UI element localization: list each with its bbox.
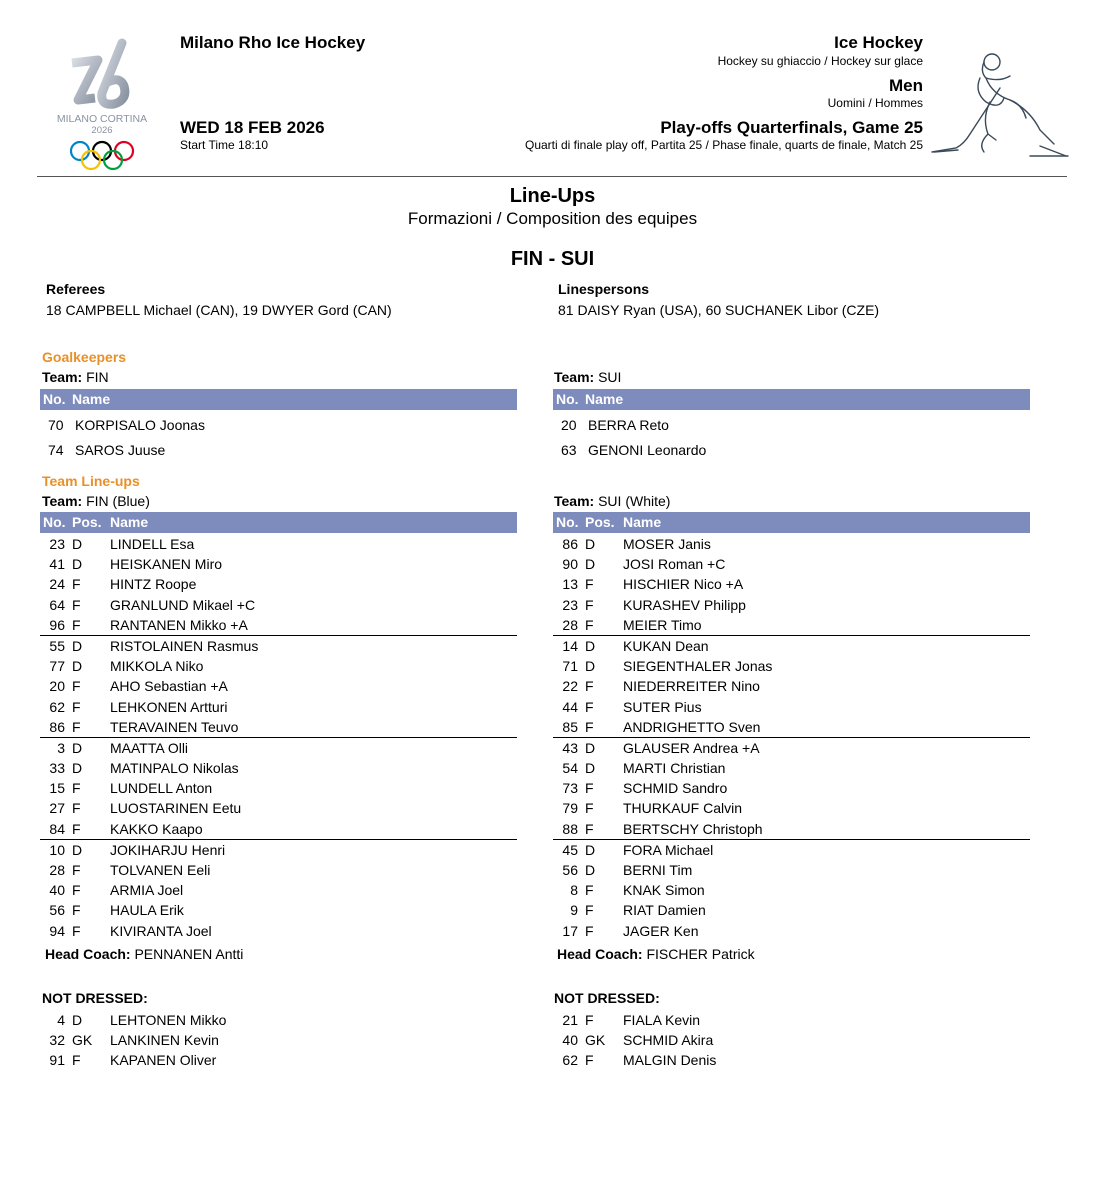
team-key: Team: xyxy=(554,369,595,385)
player-number: 85 xyxy=(562,718,578,735)
col-pos: Pos. xyxy=(585,514,615,530)
team-lineups-heading: Team Line-ups xyxy=(42,473,140,489)
player-number: 28 xyxy=(49,862,65,878)
player-name: JOKIHARJU Henri xyxy=(110,841,226,858)
page-title: Line-Ups xyxy=(509,185,596,207)
sui-gk-team-label xyxy=(554,369,621,385)
player-name: SIEGENTHALER Jonas xyxy=(623,658,773,675)
fin-gk-team-label xyxy=(42,369,109,385)
player-position: F xyxy=(72,820,81,837)
player-name: LEHTONEN Mikko xyxy=(110,1012,227,1028)
referees-label: Referees xyxy=(46,281,106,297)
player-position: F xyxy=(585,780,594,797)
player-name: THURKAUF Calvin xyxy=(623,800,743,817)
player-row xyxy=(553,697,1030,717)
player-name: KUKAN Dean xyxy=(623,637,709,654)
player-row xyxy=(40,900,517,920)
player-name: HISCHIER Nico +A xyxy=(623,576,744,593)
player-name: KURASHEV Philipp xyxy=(623,596,746,613)
col-name: Name xyxy=(585,391,624,407)
player-name: KAKKO Kaapo xyxy=(110,820,203,837)
player-position: D xyxy=(72,637,83,654)
player-position: F xyxy=(72,596,81,613)
player-number: 43 xyxy=(562,739,578,756)
player-name: MATINPALO Nikolas xyxy=(110,760,239,777)
player-name: MARTI Christian xyxy=(623,760,726,777)
player-number: 56 xyxy=(49,902,65,919)
player-name: TOLVANEN Eeli xyxy=(110,862,211,878)
player-number: 63 xyxy=(561,442,577,458)
player-position: GK xyxy=(585,1032,606,1049)
player-row xyxy=(40,758,517,778)
fin-not-dressed-heading: NOT DRESSED: xyxy=(42,990,148,1006)
player-number: 33 xyxy=(49,760,65,777)
goalkeeper-row xyxy=(40,438,517,463)
col-no: No. xyxy=(43,391,66,407)
player-name: KIVIRANTA Joel xyxy=(110,922,212,939)
player-name: KORPISALO Joonas xyxy=(75,417,205,433)
player-number: 62 xyxy=(562,1052,578,1069)
player-row xyxy=(553,574,1030,594)
sui-goalkeepers-table xyxy=(553,389,1030,463)
player-name: BERNI Tim xyxy=(623,862,693,878)
player-row xyxy=(40,636,517,656)
player-number: 79 xyxy=(562,800,578,817)
team-value: SUI (White) xyxy=(598,493,671,509)
table-header xyxy=(40,389,517,410)
player-number: 3 xyxy=(57,739,65,756)
col-no: No. xyxy=(43,514,66,530)
not-dressed-row xyxy=(553,1050,1030,1070)
player-row xyxy=(553,738,1030,758)
ice-hockey-pictogram-icon xyxy=(930,48,1070,163)
head-coach-name: FISCHER Patrick xyxy=(646,946,755,962)
player-name: ANDRIGHETTO Sven xyxy=(623,718,761,735)
player-number: 4 xyxy=(57,1012,65,1028)
col-no: No. xyxy=(556,391,579,407)
logo-text: MILANO CORTINA xyxy=(56,113,148,125)
logo-year: 2026 xyxy=(91,125,113,136)
player-position: D xyxy=(585,760,596,777)
player-position: F xyxy=(585,820,594,837)
player-position: F xyxy=(585,616,594,633)
player-row xyxy=(40,738,517,758)
player-number: 24 xyxy=(49,576,65,593)
player-position: F xyxy=(585,1012,594,1028)
head-coach-label: Head Coach: xyxy=(45,946,131,962)
player-name: LUNDELL Anton xyxy=(110,780,213,797)
player-row xyxy=(40,595,517,615)
player-name: GRANLUND Mikael +C xyxy=(110,596,256,613)
sport-subtitle: Hockey su ghiaccio / Hockey sur glace xyxy=(717,54,923,68)
player-row xyxy=(553,840,1030,860)
player-number: 21 xyxy=(562,1012,578,1028)
player-name: JAGER Ken xyxy=(623,922,699,939)
fin-lineup-team-label xyxy=(42,493,150,509)
col-no: No. xyxy=(556,514,579,530)
player-position: D xyxy=(585,637,596,654)
player-position: GK xyxy=(72,1032,93,1049)
player-position: F xyxy=(72,678,81,695)
player-name: LEHKONEN Artturi xyxy=(110,698,228,715)
player-row xyxy=(40,697,517,717)
player-number: 44 xyxy=(562,698,578,715)
player-number: 96 xyxy=(49,616,65,633)
player-number: 20 xyxy=(49,678,65,695)
player-position: D xyxy=(585,536,596,552)
head-coach-name: PENNANEN Antti xyxy=(134,946,244,962)
player-number: 91 xyxy=(49,1052,65,1069)
player-name: FORA Michael xyxy=(623,841,714,858)
player-name: MEIER Timo xyxy=(623,616,702,633)
player-number: 17 xyxy=(562,922,578,939)
player-number: 73 xyxy=(562,780,578,797)
player-row xyxy=(40,798,517,818)
sui-not-dressed-heading: NOT DRESSED: xyxy=(554,990,660,1006)
player-position: F xyxy=(72,922,81,939)
player-position: F xyxy=(585,678,594,695)
team-key: Team: xyxy=(42,493,83,509)
player-number: 40 xyxy=(49,882,65,899)
player-number: 32 xyxy=(49,1032,65,1049)
player-number: 40 xyxy=(562,1032,578,1049)
player-number: 94 xyxy=(49,922,65,939)
goalkeeper-row xyxy=(553,438,1030,463)
player-number: 77 xyxy=(49,658,65,675)
milano-cortina-logo xyxy=(40,38,165,178)
player-name: MAATTA Olli xyxy=(110,739,189,756)
player-position: F xyxy=(585,902,594,919)
player-position: F xyxy=(72,698,81,715)
player-position: D xyxy=(585,739,596,756)
player-position: F xyxy=(585,596,594,613)
player-row xyxy=(40,676,517,696)
player-number: 28 xyxy=(562,616,578,633)
player-position: D xyxy=(585,862,596,878)
player-number: 56 xyxy=(562,862,578,878)
player-name: LUOSTARINEN Eetu xyxy=(110,800,242,817)
player-position: D xyxy=(72,658,83,675)
player-name: MIKKOLA Niko xyxy=(110,658,204,675)
player-position: D xyxy=(72,1012,83,1028)
not-dressed-row xyxy=(40,1050,517,1070)
player-number: 10 xyxy=(49,841,65,858)
player-name: KNAK Simon xyxy=(623,882,705,899)
not-dressed-row xyxy=(553,1010,1030,1030)
event-date: WED 18 FEB 2026 xyxy=(180,118,325,137)
player-number: 41 xyxy=(49,556,65,573)
goalkeeper-row xyxy=(553,413,1030,438)
player-name: GENONI Leonardo xyxy=(588,442,707,458)
sui-head-coach xyxy=(557,946,755,962)
table-header xyxy=(553,512,1030,533)
player-row xyxy=(40,921,517,941)
fin-not-dressed-list xyxy=(40,1010,517,1071)
player-position: D xyxy=(72,760,83,777)
player-position: F xyxy=(72,718,81,735)
player-number: 84 xyxy=(49,820,65,837)
player-row xyxy=(40,840,517,860)
player-row xyxy=(553,758,1030,778)
gender-title: Men xyxy=(889,76,923,95)
player-position: F xyxy=(72,576,81,593)
player-name: KAPANEN Oliver xyxy=(110,1052,217,1069)
gender-subtitle: Uomini / Hommes xyxy=(827,96,923,110)
player-name: JOSI Roman +C xyxy=(623,556,726,573)
team-value: SUI xyxy=(598,369,622,385)
match-title: FIN - SUI xyxy=(510,248,595,270)
player-row xyxy=(40,615,517,636)
player-position: F xyxy=(585,718,594,735)
player-row xyxy=(40,880,517,900)
olympic-emblem-icon xyxy=(40,38,165,178)
fin-goalkeepers-table xyxy=(40,389,517,463)
player-number: 23 xyxy=(562,596,578,613)
player-number: 86 xyxy=(562,536,578,552)
player-row xyxy=(40,819,517,840)
player-name: HEISKANEN Miro xyxy=(110,556,223,573)
player-row xyxy=(553,819,1030,840)
player-name: MALGIN Denis xyxy=(623,1052,717,1069)
player-number: 71 xyxy=(562,658,578,675)
col-name: Name xyxy=(110,514,149,530)
player-number: 55 xyxy=(49,637,65,654)
col-name: Name xyxy=(72,391,111,407)
player-row xyxy=(553,636,1030,656)
player-number: 9 xyxy=(570,902,578,919)
player-position: D xyxy=(585,556,596,573)
table-header xyxy=(553,389,1030,410)
player-row xyxy=(40,574,517,594)
player-row xyxy=(40,534,517,554)
referees-value: 18 CAMPBELL Michael (CAN), 19 DWYER Gord (CAN) xyxy=(46,302,392,318)
player-position: F xyxy=(585,698,594,715)
player-row xyxy=(553,615,1030,636)
player-position: F xyxy=(585,882,594,899)
player-row xyxy=(40,860,517,880)
player-position: F xyxy=(72,800,81,817)
goalkeeper-row xyxy=(40,413,517,438)
player-row xyxy=(553,656,1030,676)
player-name: LINDELL Esa xyxy=(110,536,195,552)
linespersons-value: 81 DAISY Ryan (USA), 60 SUCHANEK Libor (CZE) xyxy=(558,302,880,318)
player-number: 8 xyxy=(570,882,578,899)
player-name: FIALA Kevin xyxy=(623,1012,701,1028)
player-row xyxy=(40,778,517,798)
player-row xyxy=(553,921,1030,941)
sui-lineup-table xyxy=(553,512,1030,941)
player-name: HINTZ Roope xyxy=(110,576,197,593)
player-name: SAROS Juuse xyxy=(75,442,166,458)
phase-title: Play-offs Quarterfinals, Game 25 xyxy=(660,118,923,137)
player-number: 54 xyxy=(562,760,578,777)
player-row xyxy=(553,778,1030,798)
player-number: 23 xyxy=(49,536,65,552)
player-row xyxy=(40,656,517,676)
not-dressed-row xyxy=(40,1010,517,1030)
player-name: GLAUSER Andrea +A xyxy=(623,739,760,756)
not-dressed-row xyxy=(553,1030,1030,1050)
phase-subtitle: Quarti di finale play off, Partita 25 / Phase finale, quarts de finale, Match 25 xyxy=(524,138,923,152)
player-number: 74 xyxy=(48,442,64,458)
fin-head-coach xyxy=(45,946,243,962)
player-row xyxy=(553,880,1030,900)
player-row xyxy=(40,554,517,574)
player-number: 62 xyxy=(49,698,65,715)
player-number: 90 xyxy=(562,556,578,573)
col-pos: Pos. xyxy=(72,514,102,530)
player-row xyxy=(553,900,1030,920)
col-name: Name xyxy=(623,514,662,530)
player-name: RIAT Damien xyxy=(623,902,706,919)
fin-lineup-table xyxy=(40,512,517,941)
player-number: 45 xyxy=(562,841,578,858)
player-position: F xyxy=(72,862,81,878)
table-header xyxy=(40,512,517,533)
venue-name: Milano Rho Ice Hockey xyxy=(180,33,366,52)
sport-title: Ice Hockey xyxy=(834,33,923,52)
player-position: F xyxy=(585,1052,594,1069)
player-name: MOSER Janis xyxy=(623,536,711,552)
player-name: TERAVAINEN Teuvo xyxy=(110,718,239,735)
page-subtitle: Formazioni / Composition des equipes xyxy=(407,209,698,228)
linespersons-label: Linespersons xyxy=(558,281,650,297)
player-position: F xyxy=(72,882,81,899)
player-row xyxy=(553,534,1030,554)
player-row xyxy=(553,798,1030,818)
player-position: F xyxy=(585,800,594,817)
player-position: F xyxy=(585,576,594,593)
sui-not-dressed-list xyxy=(553,1010,1030,1071)
player-position: D xyxy=(72,739,83,756)
player-row xyxy=(553,860,1030,880)
player-position: D xyxy=(72,536,83,552)
team-value: FIN (Blue) xyxy=(86,493,150,509)
head-coach-label: Head Coach: xyxy=(557,946,643,962)
player-number: 14 xyxy=(562,637,578,654)
player-position: F xyxy=(72,1052,81,1069)
player-name: BERTSCHY Christoph xyxy=(623,820,763,837)
player-name: RISTOLAINEN Rasmus xyxy=(110,637,259,654)
team-key: Team: xyxy=(42,369,83,385)
player-position: D xyxy=(585,658,596,675)
player-number: 86 xyxy=(49,718,65,735)
player-position: F xyxy=(72,616,81,633)
player-number: 22 xyxy=(562,678,578,695)
team-key: Team: xyxy=(554,493,595,509)
goalkeepers-heading: Goalkeepers xyxy=(42,349,127,365)
player-number: 64 xyxy=(49,596,65,613)
player-position: D xyxy=(585,841,596,858)
player-name: HAULA Erik xyxy=(110,902,184,919)
player-name: NIEDERREITER Nino xyxy=(623,678,760,695)
player-number: 27 xyxy=(49,800,65,817)
player-name: SUTER Pius xyxy=(623,698,702,715)
player-name: AHO Sebastian +A xyxy=(110,678,228,695)
header-divider xyxy=(37,176,1067,177)
player-name: ARMIA Joel xyxy=(110,882,184,899)
player-number: 13 xyxy=(562,576,578,593)
player-number: 70 xyxy=(48,417,64,433)
start-time: Start Time 18:10 xyxy=(180,138,269,152)
player-position: F xyxy=(585,922,594,939)
not-dressed-row xyxy=(40,1030,517,1050)
player-row xyxy=(553,676,1030,696)
player-name: LANKINEN Kevin xyxy=(110,1032,219,1049)
player-number: 15 xyxy=(49,780,65,797)
team-value: FIN xyxy=(86,369,109,385)
player-number: 88 xyxy=(562,820,578,837)
player-position: F xyxy=(72,780,81,797)
player-name: BERRA Reto xyxy=(588,417,669,433)
player-row xyxy=(553,554,1030,574)
player-number: 20 xyxy=(561,417,577,433)
player-name: SCHMID Akira xyxy=(623,1032,714,1049)
player-row xyxy=(553,717,1030,738)
player-position: D xyxy=(72,841,83,858)
sui-lineup-team-label xyxy=(554,493,670,509)
player-row xyxy=(40,717,517,738)
player-position: F xyxy=(72,902,81,919)
player-row xyxy=(553,595,1030,615)
olympic-rings-icon xyxy=(71,142,133,169)
player-name: RANTANEN Mikko +A xyxy=(110,616,248,633)
player-name: SCHMID Sandro xyxy=(623,780,728,797)
player-position: D xyxy=(72,556,83,573)
